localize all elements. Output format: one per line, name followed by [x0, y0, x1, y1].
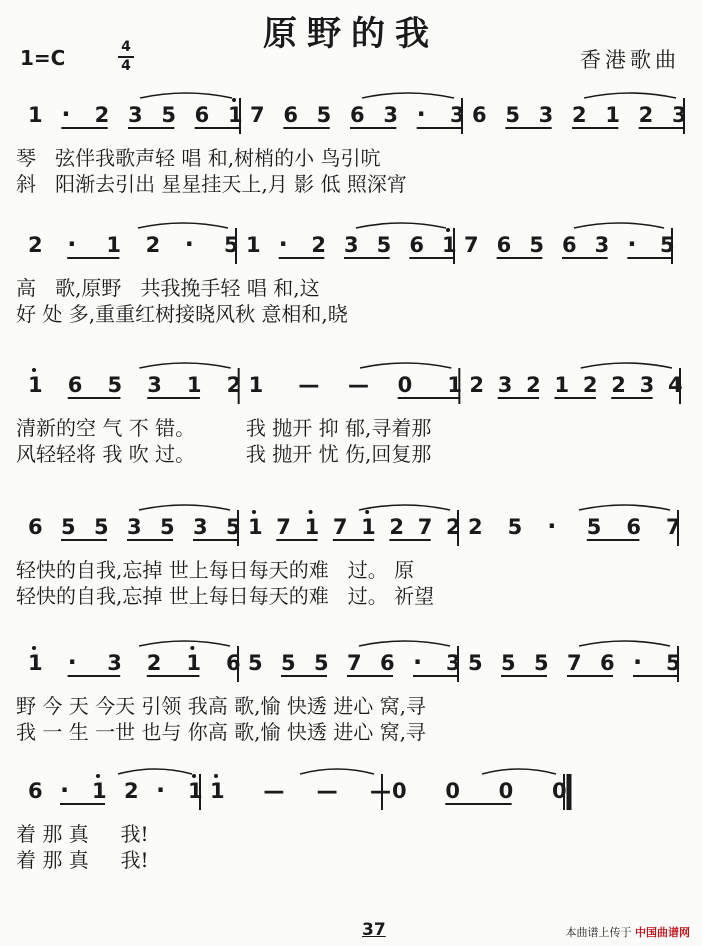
octave-dot: [192, 774, 196, 778]
note-numeral: 2: [145, 233, 161, 257]
page-number: 37: [362, 920, 386, 940]
time-signature-top: 4: [121, 39, 131, 55]
note-numeral: 5: [586, 515, 602, 539]
song-title: 原野的我: [263, 14, 439, 54]
note-numeral: 6: [350, 103, 365, 127]
note-numeral: 2: [611, 373, 626, 397]
dot-mark: ·: [413, 648, 423, 676]
note-numeral: 5: [534, 651, 549, 675]
note-numeral: 1: [28, 373, 43, 397]
note-numeral: 6: [600, 651, 615, 675]
note-numeral: 5: [161, 103, 176, 127]
note-numeral: 5: [224, 233, 239, 257]
time-signature: [118, 40, 134, 74]
notation-staff: [14, 358, 690, 418]
note-numeral: 3: [344, 233, 359, 257]
lyric-line: 斜 阳渐去引出 星星挂天上,月 影 低 照深宵: [16, 172, 407, 196]
note-numeral: 7: [417, 515, 433, 539]
note-numeral: 1: [248, 515, 263, 539]
slur: [356, 223, 446, 228]
note-numeral: 6: [626, 515, 642, 539]
slur: [139, 363, 230, 368]
note-numeral: 3: [127, 515, 142, 539]
octave-dot: [252, 510, 256, 514]
lyric-line: 好 处 多,重重红树接晓风秋 意相和,晓: [16, 302, 348, 326]
note-numeral: 6: [496, 233, 512, 257]
note-numeral: 2: [389, 515, 405, 539]
slur: [482, 769, 556, 774]
dot-mark: ·: [67, 648, 77, 676]
note-numeral: 7: [666, 515, 681, 539]
note-numeral: 4: [668, 373, 683, 397]
note-numeral: 5: [314, 651, 329, 675]
dash-mark: —: [316, 779, 338, 803]
slur: [574, 223, 664, 228]
note-numeral: 5: [468, 651, 483, 675]
dot-mark: ·: [633, 648, 643, 676]
note-numeral: 1: [248, 373, 264, 397]
slur: [584, 93, 676, 98]
note-numeral: 5: [376, 233, 392, 257]
octave-dot: [214, 774, 218, 778]
note-numeral: 1: [188, 779, 203, 803]
lyric-line: 野 今 天 今天 引领 我高 歌,愉 快透 进心 窝,寻: [16, 694, 426, 718]
note-numeral: 3: [383, 103, 398, 127]
dot-mark: ·: [60, 776, 70, 804]
note-numeral: 2: [311, 233, 326, 257]
dot-mark: ·: [278, 230, 288, 258]
note-numeral: 7: [464, 233, 479, 257]
notation-staff: [14, 500, 690, 560]
slur: [139, 505, 230, 510]
dash-mark: —: [263, 779, 285, 803]
note-numeral: 5: [660, 233, 675, 257]
note-numeral: 1: [186, 373, 202, 397]
note-numeral: 1: [106, 233, 122, 257]
octave-dot: [190, 646, 194, 650]
note-numeral: 1: [246, 233, 261, 257]
dash-mark: —: [348, 373, 369, 397]
note-numeral: 3: [639, 373, 655, 397]
lyric-line: 轻快的自我,忘掉 世上每日每天的难 过。 原: [16, 558, 415, 582]
dot-mark: ·: [184, 230, 194, 258]
slur: [140, 93, 232, 98]
notation-staff: [14, 636, 690, 696]
note-numeral: 6: [28, 515, 43, 539]
note-numeral: 2: [28, 233, 43, 257]
note-numeral: 5: [507, 515, 523, 539]
dot-mark: ·: [547, 512, 557, 540]
note-numeral: 6: [380, 651, 395, 675]
note-numeral: 5: [666, 651, 681, 675]
dot-mark: ·: [627, 230, 637, 258]
note-numeral: 6: [67, 373, 83, 397]
octave-dot: [96, 774, 100, 778]
note-numeral: 2: [146, 651, 162, 675]
slur: [360, 363, 451, 368]
note-numeral: 7: [347, 651, 362, 675]
lyric-line: 我 一 生 一世 也与 你高 歌,愉 快透 进心 窝,寻: [16, 720, 426, 744]
slur: [579, 505, 670, 510]
octave-dot: [309, 510, 313, 514]
note-numeral: 5: [107, 373, 123, 397]
note-numeral: 7: [332, 515, 348, 539]
note-numeral: 1: [28, 103, 43, 127]
note-numeral: 3: [446, 651, 461, 675]
note-numeral: 5: [226, 515, 241, 539]
site-logo: 中国曲谱网: [635, 926, 690, 939]
dot-mark: ·: [156, 776, 166, 804]
slur: [359, 505, 450, 510]
note-numeral: 3: [107, 651, 122, 675]
note-numeral: 0: [498, 779, 514, 803]
note-numeral: 1: [605, 103, 620, 127]
note-numeral: 3: [538, 103, 554, 127]
notation-staff: [14, 218, 690, 278]
note-numeral: 5: [61, 515, 76, 539]
note-numeral: 1: [361, 515, 376, 539]
note-numeral: 0: [445, 779, 460, 803]
note-numeral: 0: [392, 779, 407, 803]
note-numeral: 2: [582, 373, 598, 397]
notation-staff: [14, 88, 690, 148]
lyric-line: 清新的空 气 不 错。 我 抛开 抑 郁,寻着那: [16, 416, 432, 440]
note-numeral: 5: [94, 515, 109, 539]
slur: [139, 641, 230, 646]
note-numeral: 6: [472, 103, 487, 127]
note-numeral: 5: [505, 103, 520, 127]
note-numeral: 2: [226, 373, 242, 397]
note-numeral: 1: [554, 373, 570, 397]
note-numeral: 0: [552, 779, 567, 803]
note-numeral: 6: [283, 103, 298, 127]
time-signature-bottom: 4: [121, 58, 131, 74]
lyric-line: 琴 弦伴我歌声轻 唱 和,树梢的小 鸟引吭: [16, 146, 381, 170]
note-numeral: 1: [210, 779, 225, 803]
note-numeral: 2: [469, 373, 484, 397]
note-numeral: 2: [446, 515, 461, 539]
note-numeral: 6: [194, 103, 210, 127]
dot-mark: ·: [416, 100, 426, 128]
note-numeral: 2: [94, 103, 110, 127]
note-numeral: 3: [147, 373, 162, 397]
lyric-line: 风轻轻将 我 吹 过。 我 抛开 忧 伤,回复那: [16, 442, 432, 466]
note-numeral: 3: [672, 103, 687, 127]
upload-credit: [566, 924, 691, 940]
slur: [300, 769, 374, 774]
note-numeral: 5: [281, 651, 296, 675]
note-numeral: 5: [248, 651, 263, 675]
lyric-line: 着 那 真 我!: [16, 822, 149, 846]
slur: [581, 363, 672, 368]
lyric-line: 轻快的自我,忘掉 世上每日每天的难 过。 祈望: [16, 584, 435, 608]
note-numeral: 3: [450, 103, 465, 127]
note-numeral: 1: [304, 515, 320, 539]
slur: [579, 641, 670, 646]
composer-credit: 香港歌曲: [580, 48, 680, 72]
slur: [138, 223, 228, 228]
slur: [359, 641, 450, 646]
key-signature: 1=C: [20, 46, 66, 70]
note-numeral: 6: [28, 779, 43, 803]
note-numeral: 2: [124, 779, 139, 803]
slur: [118, 769, 192, 774]
note-numeral: 1: [186, 651, 202, 675]
note-numeral: 3: [193, 515, 208, 539]
note-numeral: 1: [228, 103, 243, 127]
note-numeral: 6: [409, 233, 424, 257]
note-numeral: 6: [226, 651, 241, 675]
dash-mark: —: [298, 373, 320, 397]
note-numeral: 1: [447, 373, 462, 397]
note-numeral: 2: [638, 103, 654, 127]
octave-dot: [365, 510, 369, 514]
note-numeral: 5: [160, 515, 175, 539]
note-numeral: 1: [92, 779, 107, 803]
note-numeral: 7: [567, 651, 582, 675]
octave-dot: [32, 646, 36, 650]
note-numeral: 6: [562, 233, 577, 257]
octave-dot: [32, 368, 36, 372]
note-numeral: 2: [526, 373, 541, 397]
octave-dot: [232, 98, 236, 102]
note-numeral: 7: [250, 103, 265, 127]
note-numeral: 5: [529, 233, 544, 257]
note-numeral: 7: [276, 515, 291, 539]
note-numeral: 5: [501, 651, 516, 675]
notation-staff: [14, 764, 690, 824]
note-numeral: 3: [497, 373, 513, 397]
lyric-line: 着 那 真 我!: [16, 848, 149, 872]
note-numeral: 3: [128, 103, 143, 127]
note-numeral: 2: [572, 103, 587, 127]
note-numeral: 0: [397, 373, 413, 397]
octave-dot: [446, 228, 450, 232]
dot-mark: ·: [67, 230, 77, 258]
lyric-line: 高 歌,原野 共我挽手轻 唱 和,这: [16, 276, 320, 300]
slur: [362, 93, 454, 98]
upload-credit-text: 本曲谱上传于: [565, 926, 632, 939]
note-numeral: 1: [28, 651, 43, 675]
note-numeral: 5: [316, 103, 332, 127]
note-numeral: 2: [468, 515, 483, 539]
dot-mark: ·: [61, 100, 71, 128]
note-numeral: 1: [442, 233, 457, 257]
dash-mark: —: [370, 779, 391, 803]
note-numeral: 3: [594, 233, 610, 257]
